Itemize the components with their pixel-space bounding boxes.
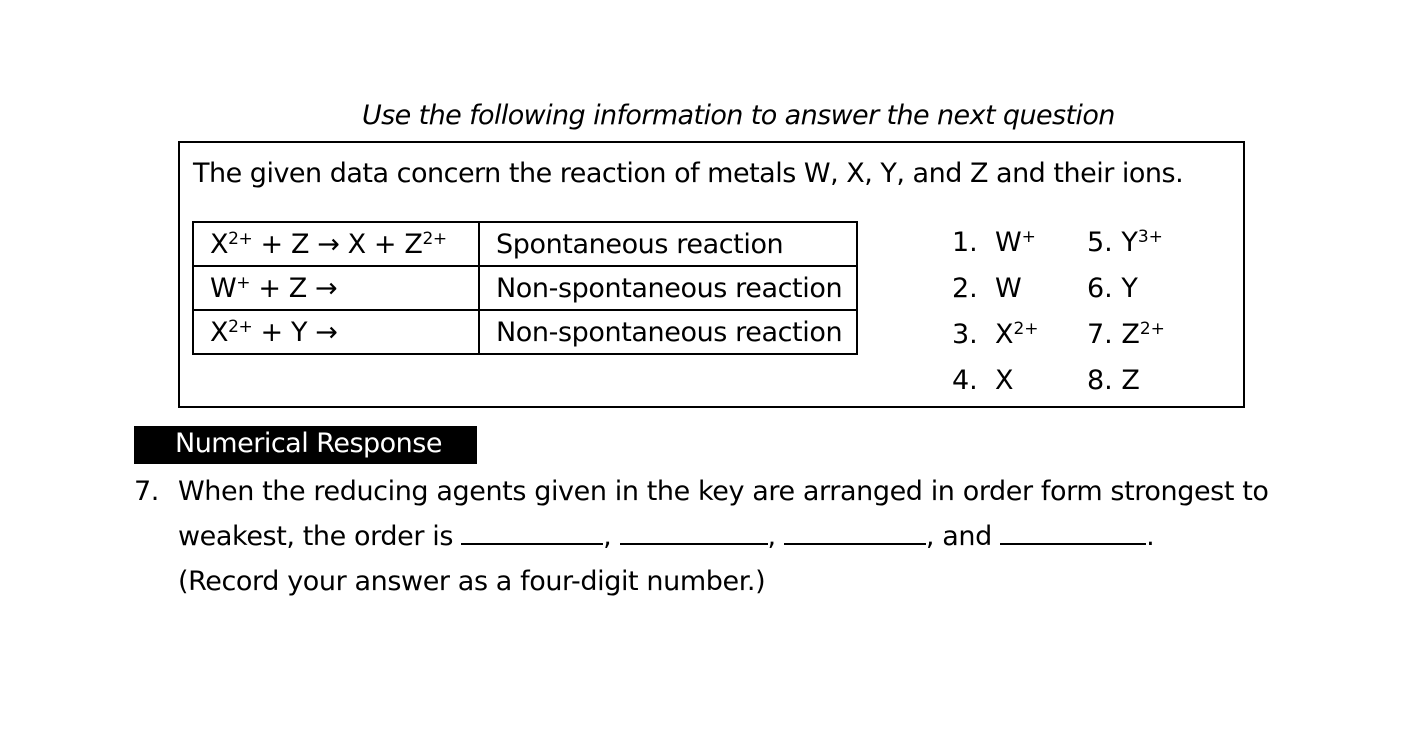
question-line-1: When the reducing agents given in the key are arranged in order form strongest to bbox=[178, 476, 1269, 507]
numerical-response-label: Numerical Response bbox=[175, 428, 442, 459]
reaction-equation: W+ + Z → bbox=[193, 266, 479, 310]
answer-blank-1[interactable] bbox=[461, 523, 603, 545]
key-item: 6. Y bbox=[1087, 273, 1138, 304]
reaction-table bbox=[192, 221, 858, 355]
table-row bbox=[193, 222, 857, 266]
question-line-2: weakest, the order is , , , and . bbox=[178, 521, 1155, 552]
answer-blank-3[interactable] bbox=[784, 523, 926, 545]
key-item: 3. $X^{2+}$ bbox=[952, 319, 1039, 350]
key-item: 5. $Y^{3+}$ bbox=[1087, 227, 1163, 258]
question-number: 7. bbox=[134, 476, 159, 507]
key-item: 1. W+ bbox=[952, 227, 1036, 258]
key-item: 4. X bbox=[952, 365, 1014, 396]
table-row bbox=[193, 310, 857, 354]
reaction-equation: $X^{2+} + Y$ → bbox=[193, 310, 479, 354]
reaction-result: Non-spontaneous reaction bbox=[479, 266, 857, 310]
answer-blank-2[interactable] bbox=[620, 523, 768, 545]
reaction-equation: $X^{2+} + Z \to X + Z^{2+}$ bbox=[193, 222, 479, 266]
question-line-3: (Record your answer as a four-digit number.) bbox=[178, 566, 766, 597]
reaction-result: Non-spontaneous reaction bbox=[479, 310, 857, 354]
info-description: The given data concern the reaction of metals W, X, Y, and Z and their ions. bbox=[193, 158, 1184, 189]
key-item: 7. $Z^{2+}$ bbox=[1087, 319, 1165, 350]
answer-blank-4[interactable] bbox=[1000, 523, 1146, 545]
key-item: 8. Z bbox=[1087, 365, 1140, 396]
numerical-response-banner bbox=[134, 426, 477, 464]
key-item: 2. W bbox=[952, 273, 1022, 304]
intro-instruction: Use the following information to answer the next question bbox=[362, 100, 1115, 131]
table-row bbox=[193, 266, 857, 310]
reaction-result: Spontaneous reaction bbox=[479, 222, 857, 266]
